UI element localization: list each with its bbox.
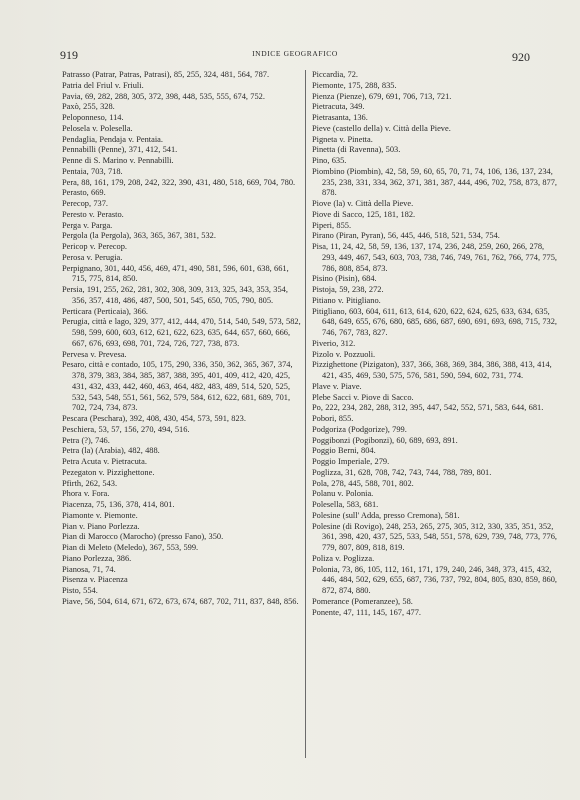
index-entry: Pericop v. Perecop. — [62, 242, 127, 251]
index-entry: Petra (la) (Arabia), 482, 488. — [62, 446, 160, 456]
left-column — [62, 70, 302, 608]
index-entry: Pistoja, 59, 238, 272. — [312, 285, 384, 294]
index-entry: Pian v. Piano Porlezza. — [62, 521, 140, 531]
index-entry: Pitiano v. Pitigliano. — [312, 295, 381, 305]
index-entry: Polanu v. Polonia. — [312, 489, 374, 499]
index-entry: Pezegaton v. Pizzighettone. — [62, 467, 155, 477]
index-entry: Polesine (di Rovigo), 248, 253, 265, 275, 305, 312, 330, 335, 351, 352, 361, 398, 420, 437, 525, 533, 548, 551, 578, 629, 739, 748, 773, 776, 779, 807, 809, 818, 819. — [312, 521, 558, 552]
index-entry: Plave v. Piave. — [312, 381, 362, 391]
index-entry: Pentaia, 703, 718. — [62, 166, 123, 176]
index-entry: Piemonte, 175, 288, 835. — [312, 80, 397, 90]
index-entry: Pian di Meleto (Meledo), 367, 553, 599. — [62, 543, 199, 552]
index-entry: Pomerance (Pomeranzee), 58. — [312, 596, 413, 606]
right-column — [312, 70, 557, 618]
index-entry: Pirano (Piran, Pyran), 56, 445, 446, 518, 521, 534, 754. — [312, 231, 500, 241]
index-entry: Pietrasanta, 136. — [312, 113, 368, 122]
running-title: INDICE GEOGRAFICO — [252, 49, 338, 58]
index-entry: Pendaglia, Pendaja v. Pentaia. — [62, 134, 163, 144]
index-entry: Pinetta (di Ravenna), 503. — [312, 145, 401, 155]
index-entry: Perticara (Perticaia), 366. — [62, 306, 148, 316]
index-entry: Poglizza, 31, 628, 708, 742, 743, 744, 788, 789, 801. — [312, 467, 492, 477]
index-entry: Poggibonzi (Pogibonzi), 60, 689, 693, 891. — [312, 435, 458, 445]
index-entry: Piverio, 312. — [312, 338, 356, 348]
index-entry: Pianosa, 71, 74. — [62, 564, 116, 574]
index-entry: Pizolo v. Pozzuoli. — [312, 349, 376, 359]
index-entry: Pergola (la Pergola), 363, 365, 367, 381, 532. — [62, 231, 216, 241]
index-entry: Petra (?), 746. — [62, 435, 110, 445]
index-entry: Pescara (Peschara), 392, 408, 430, 454, 573, 591, 823. — [62, 414, 246, 423]
index-entry: Pienza (Pienze), 679, 691, 706, 713, 721. — [312, 91, 452, 101]
index-entry: Petra Acuta v. Pietracuta. — [62, 457, 147, 466]
index-entry: Penne di S. Marino v. Pennabilli. — [62, 156, 174, 165]
index-entry: Pietracuta, 349. — [312, 102, 365, 112]
index-entry: Piacenza, 75, 136, 378, 414, 801. — [62, 500, 175, 509]
index-entry: Perga v. Parga. — [62, 220, 113, 230]
index-entry: Polesine (sull' Adda, presso Cremona), 581. — [312, 510, 460, 520]
index-entry: Patrasso (Patrar, Patras, Patrasi), 85, 255, 324, 481, 564, 787. — [62, 70, 270, 79]
index-entry: Paxò, 255, 328. — [62, 102, 115, 112]
index-entry: Podgoriza (Podgorize), 799. — [312, 424, 407, 434]
index-entry: Po, 222, 234, 282, 288, 312, 395, 447, 542, 552, 571, 583, 644, 681. — [312, 403, 544, 413]
index-entry: Pisino (Pisin), 684. — [312, 274, 377, 284]
index-entry: Poggio Imperiale, 279. — [312, 457, 390, 466]
index-entry: Pisa, 11, 24, 42, 58, 59, 136, 137, 174, 236, 248, 259, 260, 266, 278, 293, 449, 467, 543, 603, 703, 738, 746, 749, 761, 762, 766, 774, 775, 786, 808, 854, 873. — [312, 242, 558, 273]
index-entry: Pola, 278, 445, 588, 701, 802. — [312, 478, 414, 488]
page-number-right: 920 — [512, 50, 530, 64]
index-entry: Perpignano, 301, 440, 456, 469, 471, 490, 581, 596, 601, 638, 661, 715, 775, 814, 850. — [62, 263, 289, 284]
index-entry: Pfirth, 262, 543. — [62, 478, 118, 488]
index-entry: Piperi, 855. — [312, 220, 352, 230]
index-entry: Perasto, 669. — [62, 188, 106, 198]
index-entry: Polesella, 583, 681. — [312, 500, 379, 509]
index-entry: Perosa v. Perugia. — [62, 252, 123, 262]
index-entry: Peresto v. Perasto. — [62, 209, 124, 219]
page-number-left: 919 — [60, 48, 78, 62]
index-entry: Phora v. Fora. — [62, 489, 110, 499]
index-entry: Pisto, 554. — [62, 586, 98, 595]
index-entry: Peloponneso, 114. — [62, 113, 124, 122]
index-entry: Perugia, città e lago, 329, 377, 412, 444, 470, 514, 540, 549, 573, 582, 598, 599, 600, 603, 612, 621, 622, 623, 635, 644, 657, 660, 666, 667, 676, 693, 698, 701, 724, 726, 727, 738, 873. — [62, 317, 301, 348]
index-entry: Plebe Sacci v. Piove di Sacco. — [312, 392, 414, 402]
index-entry: Pisenza v. Piacenza — [62, 575, 128, 585]
index-entry: Pobori, 855. — [312, 414, 354, 423]
index-entry: Pizzighettone (Pizigaton), 337, 366, 368, 369, 384, 386, 388, 413, 414, 421, 435, 469, 530, 575, 576, 581, 590, 594, 602, 731, 774. — [312, 360, 552, 380]
page-header — [60, 48, 530, 64]
index-entry: Pian di Marocco (Marocho) (presso Fano), 350. — [62, 532, 224, 542]
index-entry: Persia, 191, 255, 262, 281, 302, 308, 309, 313, 325, 343, 353, 354, 356, 357, 418, 486, 487, 500, 501, 545, 650, 705, 790, 805. — [62, 285, 288, 305]
index-entry: Patria del Friul v. Friuli. — [62, 80, 144, 90]
index-entry: Pavia, 69, 282, 288, 305, 372, 398, 448, 535, 555, 674, 752. — [62, 91, 265, 101]
index-entry: Peschiera, 53, 57, 156, 270, 494, 516. — [62, 424, 190, 434]
index-entry: Pera, 88, 161, 179, 208, 242, 322, 390, 431, 480, 518, 669, 704, 780. — [62, 177, 296, 187]
index-entry: Pelosela v. Polesella. — [62, 123, 133, 133]
index-entry: Pigneta v. Pinetta. — [312, 134, 373, 144]
index-entry: Piove (la) v. Città della Pieve. — [312, 199, 414, 208]
index-entry: Piamonte v. Piemonte. — [62, 510, 138, 520]
index-entry: Pieve (castello della) v. Città della Pieve. — [312, 123, 451, 133]
index-entry: Pino, 635. — [312, 156, 347, 165]
index-entry: Polonia, 73, 86, 105, 112, 161, 171, 179, 240, 246, 348, 373, 415, 432, 446, 484, 502, 629, 655, 687, 736, 737, 792, 804, 805, 830, 859, 860, 872, 874, 880. — [312, 564, 558, 595]
index-entry: Piombino (Piombin), 42, 58, 59, 60, 65, 70, 71, 74, 106, 136, 137, 234, 235, 238, 331, 334, 362, 371, 381, 387, 444, 496, 702, 758, 873, 877, 878. — [312, 166, 558, 198]
index-entry: Poliza v. Poglizza. — [312, 553, 375, 563]
index-entry: Piccardia, 72. — [312, 70, 359, 79]
index-entry: Ponente, 47, 111, 145, 167, 477. — [312, 607, 422, 617]
index-entry: Pennabilli (Penne), 371, 412, 541. — [62, 145, 178, 155]
index-entry: Pesaro, città e contado, 105, 175, 290, 336, 350, 362, 365, 367, 374, 378, 379, 383, 384, 385, 387, 388, 395, 401, 409, 412, 420, 425, 431, 432, 433, 442, 460, 463, 464, 482, 483, 489, 514, 520, 525, 532, 543, 548, 551, 561, 562, 579, 584, 612, 622, 681, 689, 701, 702, 724, 734, 873. — [62, 360, 293, 413]
index-entry: Perecop, 737. — [62, 199, 109, 208]
index-entry: Piano Porlezza, 386. — [62, 553, 132, 563]
index-entry: Poggio Berni, 804. — [312, 446, 376, 456]
index-entry: Piove di Sacco, 125, 181, 182. — [312, 209, 416, 219]
column-divider — [305, 70, 306, 758]
index-entry: Pervesa v. Prevesa. — [62, 349, 127, 359]
index-entry: Piave, 56, 504, 614, 671, 672, 673, 674, 687, 702, 711, 837, 848, 856. — [62, 596, 299, 606]
index-entry: Pitigliano, 603, 604, 611, 613, 614, 620, 622, 624, 625, 633, 634, 635, 648, 649, 655, 676, 680, 685, 686, 687, 690, 691, 693, 698, 715, 732, 746, 767, 783, 827. — [312, 306, 558, 337]
